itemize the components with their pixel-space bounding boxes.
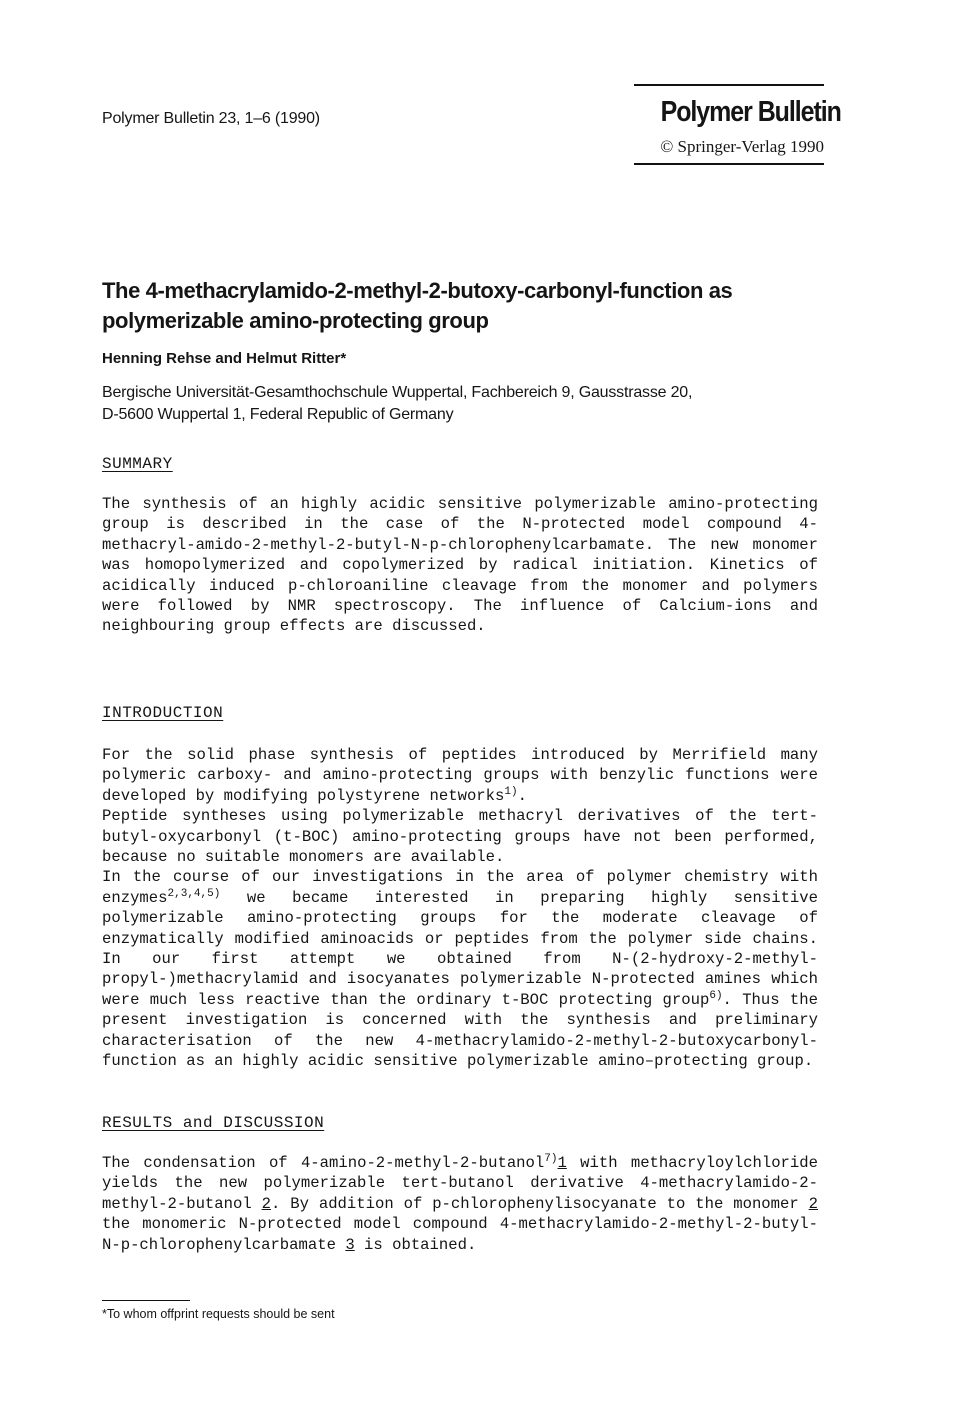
intro-p1-end: . xyxy=(517,786,527,805)
affiliation-line-2: D-5600 Wuppertal 1, Federal Republic of Germany xyxy=(102,406,454,423)
results-text-3: . By addition of p-chlorophenylisocyanate to the monomer xyxy=(270,1194,809,1213)
introduction-paragraph-2: Peptide syntheses using polymerizable methacryl derivatives of the tert-butyl-oxycarbonyl (t-BOC) amino-protecting groups have not been performed, because no suitable monomers are available. xyxy=(102,807,818,867)
compound-number-2-repeat: 2 xyxy=(808,1194,818,1213)
compound-number-2: 2 xyxy=(261,1194,271,1213)
author-affiliation xyxy=(102,382,862,426)
affiliation-line-1: Bergische Universität-Gesamthochschule Wuppertal, Fachbereich 9, Gausstrasse 20, xyxy=(102,384,693,401)
intro-p3-text-c: . Thus the present investigation is concerned with the synthesis and preliminary characterisation of the new 4-methacrylamido-2-methyl-2-butoxycarbonyl-function as an highly acidic sensitive polymerizable amino–protecting group. xyxy=(102,990,818,1071)
journal-masthead xyxy=(634,84,841,165)
article-title: The 4-methacrylamido-2-methyl-2-butoxy-carbonyl-function as polymerizable amino-protecting group xyxy=(102,278,733,333)
introduction-paragraph-3 xyxy=(102,867,818,1071)
compound-number-3: 3 xyxy=(345,1235,355,1254)
results-text-1: The condensation of 4-amino-2-methyl-2-butanol xyxy=(102,1154,545,1172)
results-text-5: is obtained. xyxy=(354,1235,477,1254)
results-paragraph xyxy=(102,1153,818,1255)
results-heading: RESULTS and DISCUSSION xyxy=(102,1114,325,1132)
journal-title: Polymer Bulletin xyxy=(660,96,841,128)
results-text-2: with methacryloylchloride yields the new polymerizable tert-butanol derivative 4-methacrylamido-2-methyl-2-butanol xyxy=(102,1154,818,1213)
intro-p3-text-a: In the course of our investigations in the area of polymer chemistry with enzymes xyxy=(102,868,818,907)
reference-7: 7) xyxy=(544,1152,558,1165)
compound-number-1: 1 xyxy=(557,1154,567,1172)
results-text-4: the monomeric N-protected model compound 4-methacrylamido-2-methyl-2-butyl-N-p-chlorophenylcarbamate xyxy=(102,1215,818,1254)
introduction-paragraph-1 xyxy=(102,745,818,806)
footnote: *To whom offprint requests should be sent xyxy=(102,1307,335,1321)
journal-citation: Polymer Bulletin 23, 1–6 (1990) xyxy=(102,110,320,127)
copyright-notice: © Springer-Verlag 1990 xyxy=(660,137,824,156)
summary-heading: SUMMARY xyxy=(102,455,173,473)
masthead-top-rule xyxy=(634,84,824,86)
intro-p1-text: For the solid phase synthesis of peptides introduced by Merrifield many polymeric carboxy- and amino-protecting groups with benzylic functions were developed by modifying polystyrene networks xyxy=(102,746,818,805)
masthead-bottom-rule xyxy=(634,163,824,165)
introduction-heading: INTRODUCTION xyxy=(102,704,224,722)
summary-text: The synthesis of an highly acidic sensitive polymerizable amino-protecting group is described in the case of the N-protected model compound 4-methacryl-amido-2-methyl-2-butyl-N-p-chlorophenylcarbamate. The new monomer was homopolymerized and copolymerized by radical initiation. Kinetics of acidically induced p-chloroaniline cleavage from the monomer and polymers were followed by NMR spectroscopy. The influence of Calcium-ions and neighbouring group effects are discussed. xyxy=(102,495,818,636)
intro-p3-text-b: we became interested in preparing highly sensitive polymerizable amino-protecting groups for the moderate cleavage of enzymatically modified aminoacids or peptides from the polymer side chains. In our first attempt we obtained from N-(2-hydroxy-2-methyl-propyl-)methacrylamid and isocyanates polymerizable N-protected amines which were much less reactive than the ordinary t-BOC protecting group xyxy=(102,888,818,1009)
introduction-body xyxy=(102,745,818,1072)
reference-1: 1) xyxy=(504,785,518,798)
reference-6: 6) xyxy=(709,989,723,1002)
footnote-divider xyxy=(102,1300,190,1301)
reference-2-5: 2,3,4,5) xyxy=(167,887,221,900)
article-authors: Henning Rehse and Helmut Ritter* xyxy=(102,350,347,367)
